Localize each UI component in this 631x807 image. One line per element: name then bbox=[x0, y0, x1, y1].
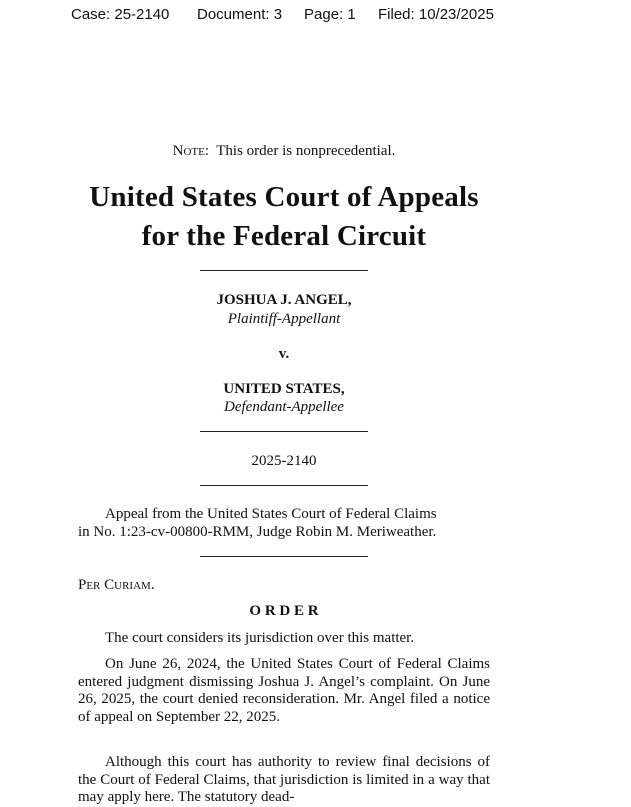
case-number: Case: 25-2140 bbox=[71, 6, 170, 23]
court-name-line2: for the Federal Circuit bbox=[141, 220, 427, 252]
divider bbox=[200, 431, 368, 432]
document-number: Document: 3 bbox=[197, 6, 283, 23]
versus: v. bbox=[278, 346, 290, 362]
appeal-line1: Appeal from the United States Court of Federal Claims bbox=[105, 506, 437, 522]
appeal-line2: in No. 1:23-cv-00800-RMM, Judge Robin M. Meriweather. bbox=[78, 524, 437, 540]
paragraph-text: Although this court has authority to review final decisions of the Court of Federal Claims, that jurisdiction is limited in a way that may apply here. The statutory dead- bbox=[78, 754, 490, 805]
appellee-role: Defendant-Appellee bbox=[224, 399, 344, 415]
nonprecedential-note bbox=[78, 143, 490, 160]
per-curiam: Per Curiam. bbox=[78, 577, 155, 593]
order-paragraph-1 bbox=[78, 630, 490, 648]
note-text: This order is nonprecedential. bbox=[216, 143, 396, 159]
divider bbox=[200, 485, 368, 486]
order-paragraph-2 bbox=[78, 656, 490, 726]
appellant-name: JOSHUA J. ANGEL, bbox=[216, 292, 352, 308]
filed-date: Filed: 10/23/2025 bbox=[378, 6, 494, 23]
paragraph-text: The court considers its jurisdiction over this matter. bbox=[105, 630, 415, 646]
divider bbox=[200, 556, 368, 557]
appellant-role: Plaintiff-Appellant bbox=[227, 311, 341, 327]
divider bbox=[200, 270, 368, 271]
page-number: Page: 1 bbox=[304, 6, 356, 23]
note-label: Note: bbox=[172, 143, 210, 159]
paragraph-text: On June 26, 2024, the United States Court of Federal Claims entered judgment dismissing Joshua J. Angel’s complaint. On June 26, 2025, the court denied reconsideration. Mr. Angel filed a notice of appeal on September 22, 2025. bbox=[78, 656, 490, 725]
order-title: O R D E R bbox=[249, 603, 319, 619]
order-paragraph-3 bbox=[78, 754, 490, 807]
appellee-name: UNITED STATES, bbox=[223, 381, 345, 397]
court-name-line1: United States Court of Appeals bbox=[89, 181, 479, 213]
docket-number: 2025-2140 bbox=[251, 453, 317, 469]
